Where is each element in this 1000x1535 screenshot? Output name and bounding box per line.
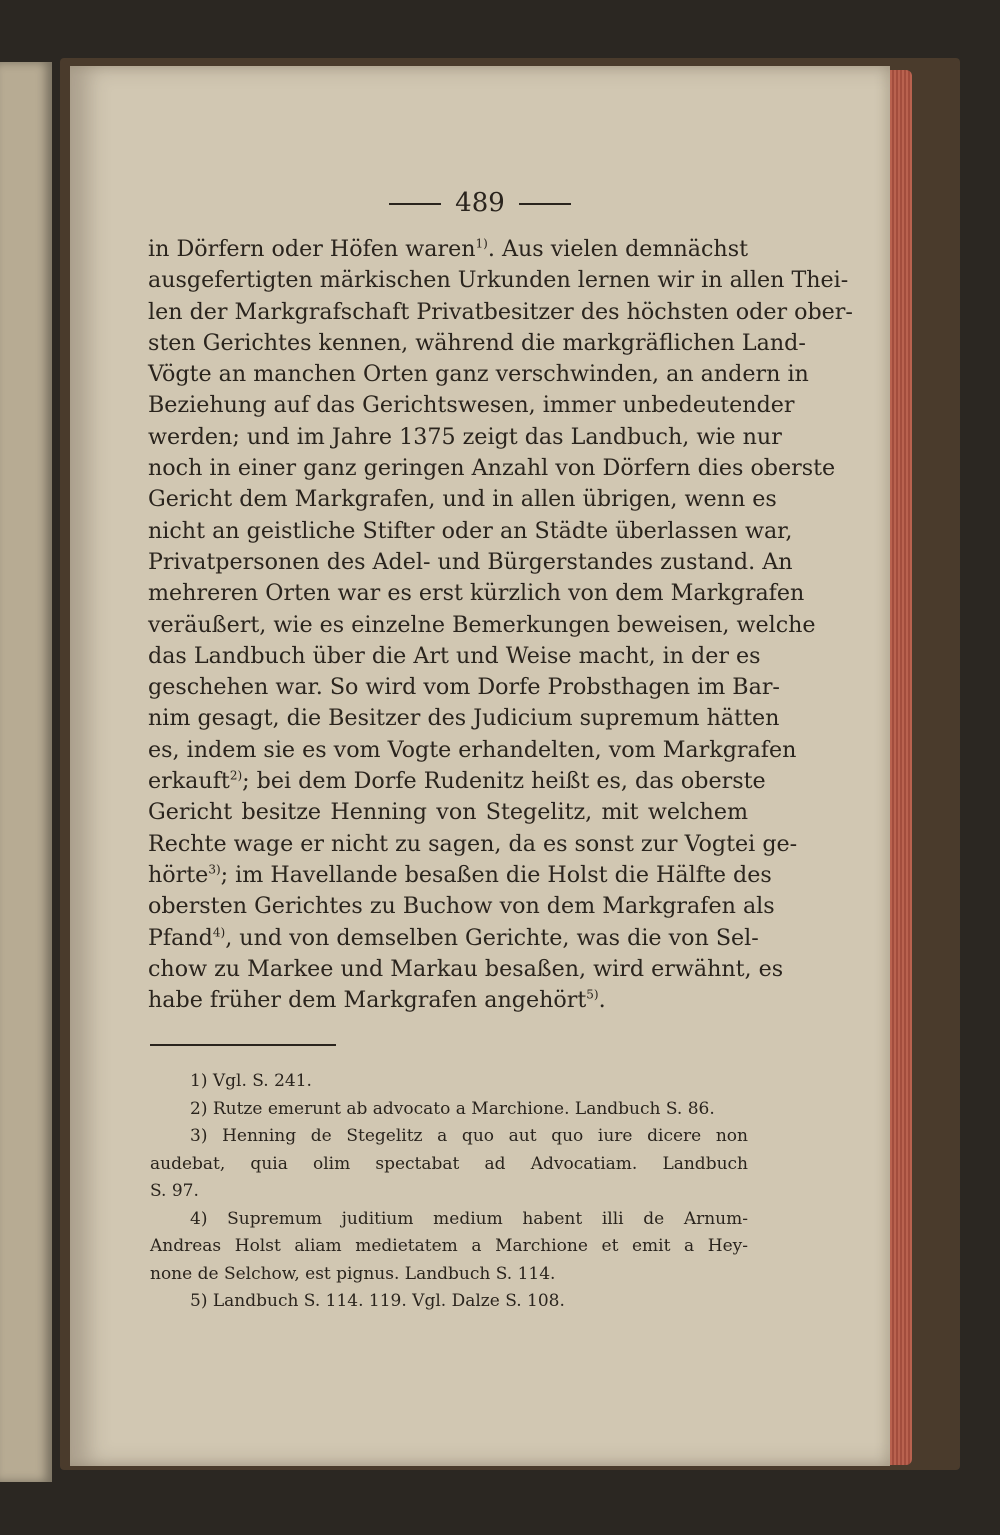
text-line: habe früher dem Markgrafen angehört$^{5)}$.	[148, 987, 606, 1014]
page-number: 489	[455, 188, 505, 218]
footnote-rule	[150, 1044, 336, 1046]
text-line: veräußert, wie es einzelne Bemerkungen beweisen, welche	[148, 611, 816, 638]
text-line: Privatpersonen des Adel- und Bürgerstandes zustand. An	[148, 548, 793, 575]
book-page	[70, 66, 890, 1466]
left-page-edge	[0, 62, 52, 1482]
text-line: in Dörfern oder Höfen waren$^{1)}$. Aus vielen demnächst	[148, 236, 748, 262]
text-line: nicht an geistliche Stifter oder an Städte überlassen war,	[148, 517, 793, 544]
footnotes	[150, 1068, 748, 1316]
body-text	[148, 234, 853, 1016]
text-line: len der Markgrafschaft Privatbesitzer des höchsten oder ober-	[148, 298, 853, 325]
text-line: erkauft$^{2)}$; bei dem Dorfe Rudenitz heißt es, das oberste	[148, 768, 766, 795]
footnote-2: 2) Rutze emerunt ab advocato a Marchione. Landbuch S. 86.	[190, 1098, 715, 1119]
text-line: werden; und im Jahre 1375 zeigt das Landbuch, wie nur	[148, 423, 782, 450]
text-line: das Landbuch über die Art und Weise macht, in der es	[148, 642, 761, 669]
text-line: Vögte an manchen Orten ganz verschwinden, an andern in	[148, 361, 809, 388]
footnote-3: 3) Henning de Stegelitz a quo aut quo iure dicere non audebat, quia olim spectabat ad Advocatiam. Landbuch S. 97.	[150, 1126, 748, 1201]
page-header	[70, 188, 890, 218]
footnote-4: 4) Supremum juditium medium habent illi de Arnum- Andreas Holst aliam medietatem a Marchione et emit a Hey- none de Selchow, est pignus. Landbuch S. 114.	[150, 1208, 748, 1284]
text-line: ausgefertigten märkischen Urkunden lernen wir in allen Thei-	[148, 267, 849, 294]
text-line: nim gesagt, die Besitzer des Judicium supremum hätten	[148, 705, 780, 732]
text-line: mehreren Orten war es erst kürzlich von dem Markgrafen	[148, 580, 805, 607]
text-line: geschehen war. So wird vom Dorfe Probsthagen im Bar-	[148, 674, 780, 701]
text-line: sten Gerichtes kennen, während die markgräflichen Land-	[148, 329, 806, 356]
header-dash-right	[519, 203, 571, 205]
text-line: Beziehung auf das Gerichtswesen, immer unbedeutender	[148, 392, 795, 419]
text-line: noch in einer ganz geringen Anzahl von Dörfern dies oberste	[148, 455, 836, 482]
text-line: chow zu Markee und Markau besaßen, wird erwähnt, es	[148, 955, 784, 982]
text-line: obersten Gerichtes zu Buchow von dem Markgrafen als	[148, 893, 775, 920]
footnote-1: 1) Vgl. S. 241.	[190, 1071, 312, 1091]
text-line: Pfand$^{4)}$, und von demselben Gerichte, was die von Sel-	[148, 924, 759, 951]
text-line: es, indem sie es vom Vogte erhandelten, vom Markgrafen	[148, 736, 797, 763]
text-line: Gericht dem Markgrafen, und in allen übrigen, wenn es	[148, 486, 777, 513]
footnote-5: 5) Landbuch S. 114. 119. Vgl. Dalze S. 108.	[190, 1291, 565, 1311]
text-line: hörte$^{3)}$; im Havellande besaßen die Holst die Hälfte des	[148, 861, 772, 888]
header-dash-left	[389, 203, 441, 205]
text-line: Rechte wage er nicht zu sagen, da es sonst zur Vogtei ge-	[148, 830, 798, 857]
text-line: Gericht besitze Henning von Stegelitz, mit welchem	[148, 799, 748, 826]
